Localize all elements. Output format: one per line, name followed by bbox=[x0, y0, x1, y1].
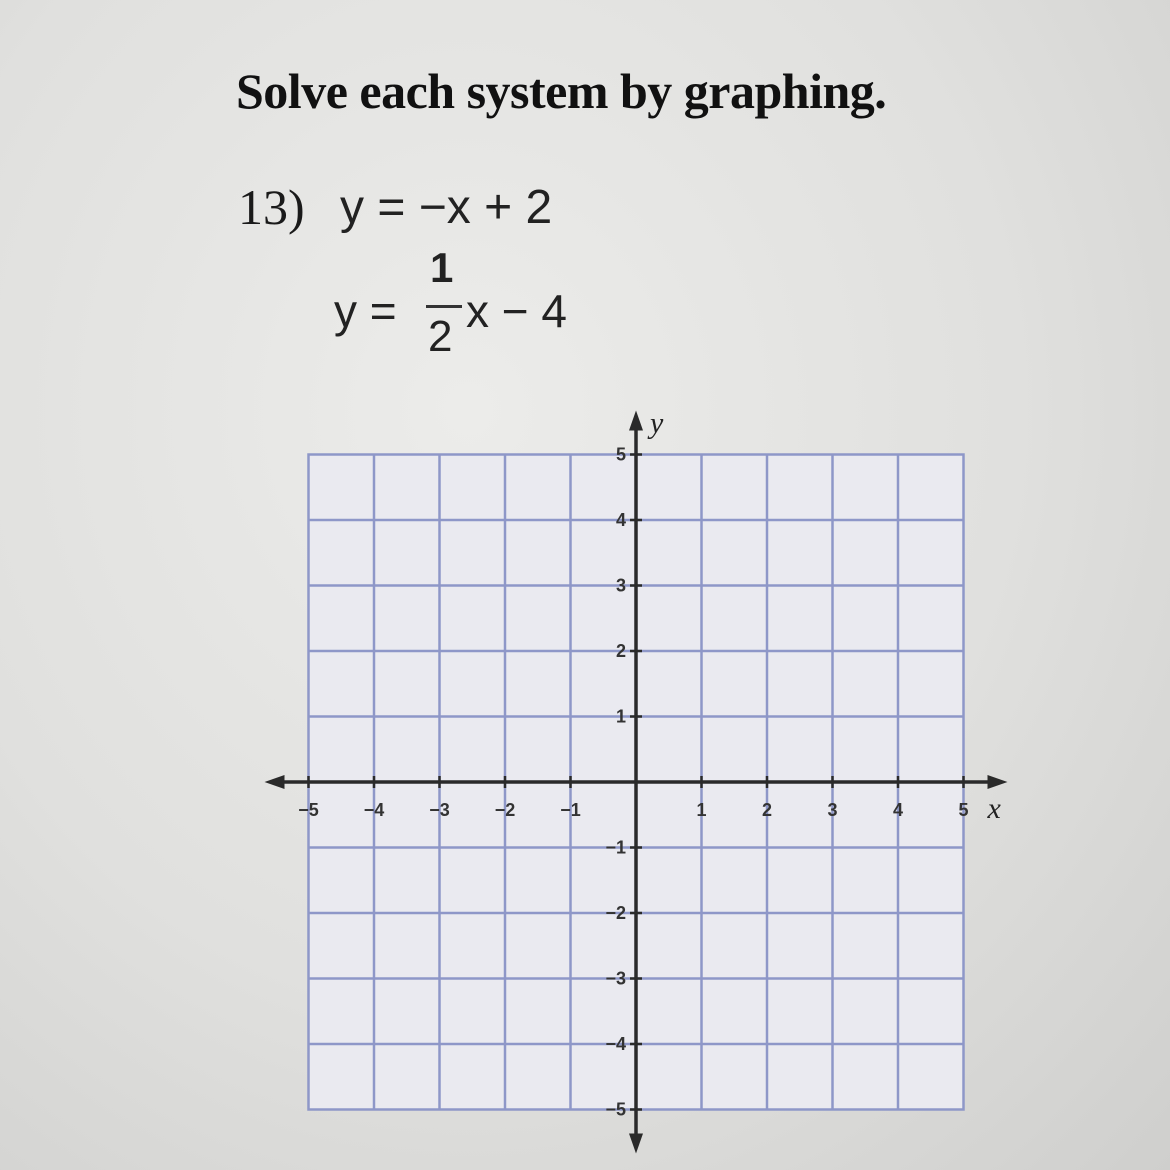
equation-2-fraction-numerator: 1 bbox=[430, 244, 454, 291]
x-tick-label: 2 bbox=[761, 800, 773, 820]
y-axis-label: y bbox=[650, 406, 664, 440]
y-axis-top-arrow bbox=[629, 411, 643, 431]
x-tick-label: −1 bbox=[560, 800, 581, 820]
y-tick-label: 5 bbox=[615, 444, 626, 465]
equation-2-rhs: x − 4 bbox=[466, 285, 568, 337]
x-axis-left-arrow bbox=[265, 775, 285, 789]
y-axis-bottom-arrow bbox=[629, 1134, 643, 1154]
x-tick-label: −5 bbox=[298, 800, 319, 820]
x-tick-label: −4 bbox=[363, 800, 385, 820]
x-tick-label: 5 bbox=[958, 800, 969, 820]
equation-1: y = −x + 2 bbox=[340, 181, 553, 234]
x-axis-right-arrow bbox=[988, 775, 1008, 789]
problem-number: 13) bbox=[238, 179, 305, 235]
y-tick-label: −3 bbox=[605, 968, 626, 989]
y-tick-label: 3 bbox=[615, 575, 626, 596]
y-tick-label: 4 bbox=[615, 510, 626, 530]
x-tick-label: −3 bbox=[429, 800, 450, 820]
y-tick-label: −1 bbox=[605, 837, 626, 858]
x-axis-label: x bbox=[987, 792, 1001, 825]
y-tick-label: 2 bbox=[615, 641, 626, 661]
equation-2-fraction-denominator: 2 bbox=[428, 312, 453, 361]
x-tick-label: −2 bbox=[494, 800, 516, 820]
worksheet-heading: Solve each system by graphing. bbox=[236, 63, 887, 119]
x-tick-label: 4 bbox=[892, 800, 904, 820]
y-tick-label: −5 bbox=[605, 1099, 626, 1120]
y-tick-label: −4 bbox=[605, 1034, 626, 1054]
equation-2-lhs: y = bbox=[334, 285, 397, 337]
x-tick-label: 1 bbox=[696, 800, 707, 820]
y-tick-label: 1 bbox=[615, 706, 626, 727]
x-tick-label: 3 bbox=[827, 800, 838, 820]
y-tick-label: −2 bbox=[605, 903, 626, 923]
